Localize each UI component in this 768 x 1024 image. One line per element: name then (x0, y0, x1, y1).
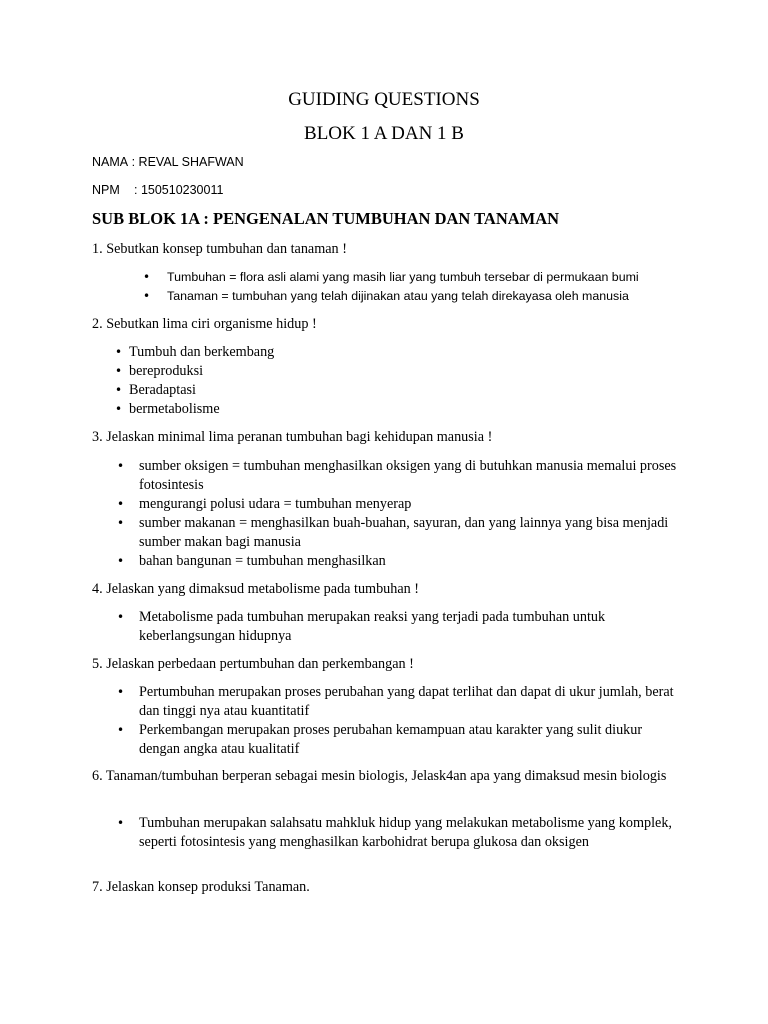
answer-list-5 (139, 683, 679, 759)
answer-list-1 (167, 268, 727, 306)
document-title: GUIDING QUESTIONS (288, 89, 480, 110)
npm-label: NPM (92, 183, 120, 197)
question-2: 2. Sebutkan lima ciri organisme hidup ! (92, 316, 317, 332)
list-item: • Pertumbuhan merupakan proses perubahan yang dapat terlihat dan dapat di ukur jumlah, berat dan tinggi nya atau kuantitatif (139, 683, 679, 721)
npm-value: : 150510230011 (134, 183, 224, 197)
list-item: • sumber makanan = menghasilkan buah-buahan, sayuran, dan yang lainnya yang bisa menjadi sumber makan bagi manusia (139, 514, 679, 552)
answer-list-4 (139, 608, 679, 646)
list-item: • bahan bangunan = tumbuhan menghasilkan (139, 552, 679, 571)
question-1: 1. Sebutkan konsep tumbuhan dan tanaman ! (92, 241, 347, 257)
section-heading: SUB BLOK 1A : PENGENALAN TUMBUHAN DAN TANAMAN (92, 209, 560, 228)
question-5: 5. Jelaskan perbedaan pertumbuhan dan perkembangan ! (92, 656, 414, 672)
answer-list-2 (129, 343, 689, 419)
question-7: 7. Jelaskan konsep produksi Tanaman. (92, 879, 310, 895)
list-item: • Tumbuhan merupakan salahsatu mahkluk hidup yang melakukan metabolisme yang komplek, seperti fotosintesis yang menghasilkan karbohidrat berupa glukosa dan oksigen (139, 814, 679, 852)
list-item: • Tanaman = tumbuhan yang telah dijinakan atau yang telah direkayasa oleh manusia (167, 287, 727, 306)
list-item: • mengurangi polusi udara = tumbuhan menyerap (139, 495, 679, 514)
document-subtitle: BLOK 1 A DAN 1 B (304, 123, 464, 144)
question-6: 6. Tanaman/tumbuhan berperan sebagai mesin biologis, Jelask4an apa yang dimaksud mesin biologis (92, 768, 667, 784)
question-4: 4. Jelaskan yang dimaksud metabolisme pada tumbuhan ! (92, 581, 420, 597)
list-item: • Metabolisme pada tumbuhan merupakan reaksi yang terjadi pada tumbuhan untuk keberlangsungan hidupnya (139, 608, 679, 646)
name-value: : REVAL SHAFWAN (131, 155, 244, 169)
question-3: 3. Jelaskan minimal lima peranan tumbuhan bagi kehidupan manusia ! (92, 429, 493, 445)
student-npm-line (92, 183, 223, 197)
answer-list-3 (139, 457, 679, 571)
name-label: NAMA (92, 155, 129, 169)
list-item: • Beradaptasi (129, 381, 689, 400)
list-item: • bermetabolisme (129, 400, 689, 419)
list-item: • Perkembangan merupakan proses perubahan kemampuan atau karakter yang sulit diukur dengan angka atau kualitatif (139, 721, 679, 759)
list-item: • Tumbuhan = flora asli alami yang masih liar yang tumbuh tersebar di permukaan bumi (167, 268, 727, 287)
list-item: • bereproduksi (129, 362, 689, 381)
list-item: • sumber oksigen = tumbuhan menghasilkan oksigen yang di butuhkan manusia memalui proses fotosintesis (139, 457, 679, 495)
student-name-line (92, 155, 244, 169)
answer-list-6 (139, 814, 679, 852)
list-item: • Tumbuh dan berkembang (129, 343, 689, 362)
